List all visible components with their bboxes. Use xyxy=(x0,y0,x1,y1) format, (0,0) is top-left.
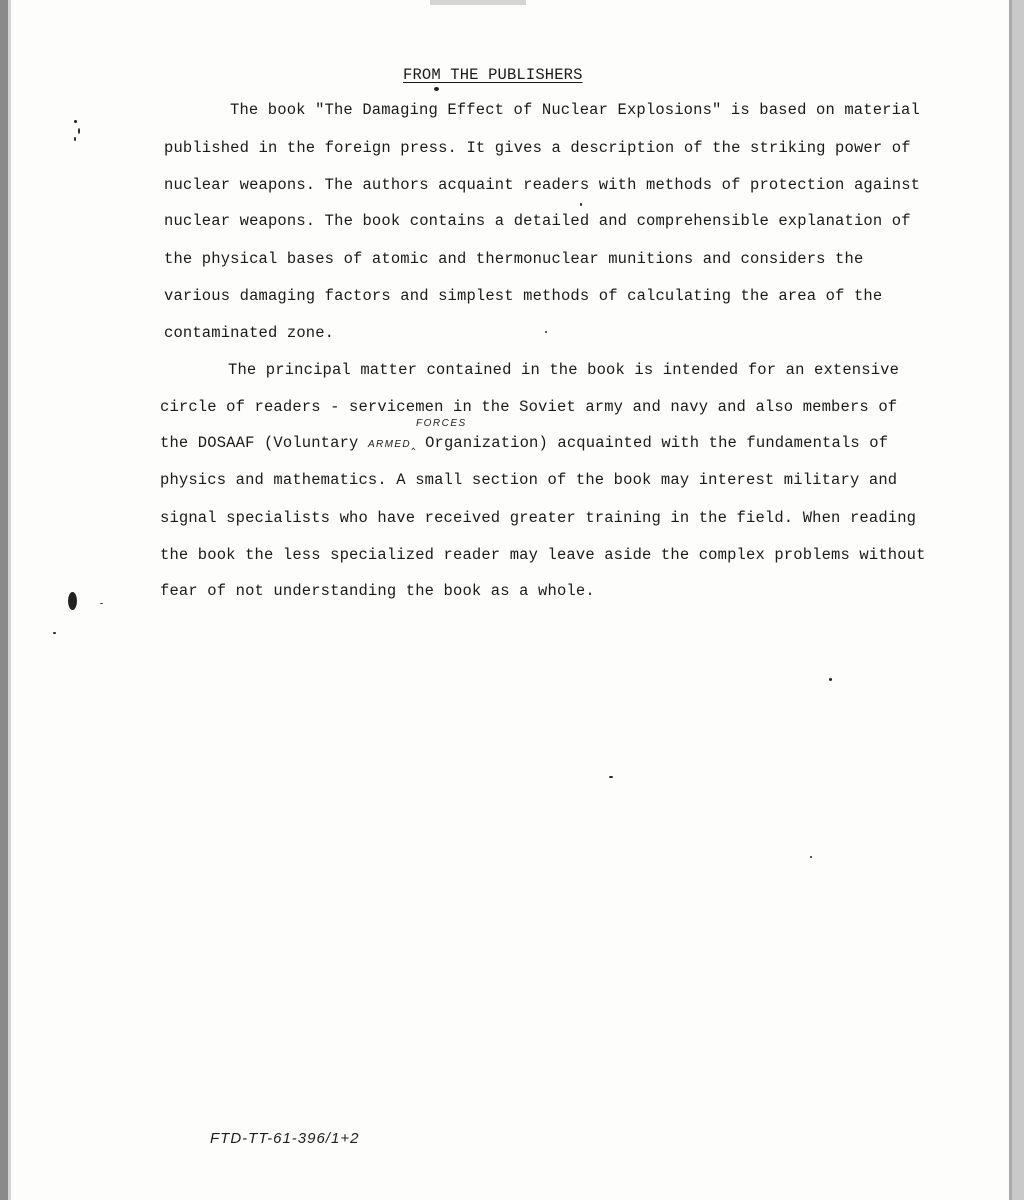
scan-edge-right-inner xyxy=(1009,0,1012,1200)
scan-speck xyxy=(545,331,547,333)
line-text-before: the DOSAAF (Voluntary xyxy=(160,434,368,452)
scan-speck xyxy=(609,776,613,778)
scan-speck xyxy=(74,120,77,123)
paragraph1-line: The book "The Damaging Effect of Nuclear Explosions" is based on material xyxy=(230,101,920,119)
ink-blot xyxy=(68,592,77,610)
scan-speck xyxy=(829,678,832,681)
paragraph1-line: nuclear weapons. The book contains a detailed and comprehensible explanation of xyxy=(164,212,911,230)
line-text-after: Organization) acquainted with the fundamentals of xyxy=(415,434,889,452)
paragraph1-line: the physical bases of atomic and thermonuclear munitions and considers the xyxy=(164,250,864,268)
scan-speck xyxy=(810,856,812,858)
paragraph2-line-with-insertion xyxy=(160,434,888,452)
scan-edge-left-inner xyxy=(8,0,11,1200)
paragraph1-line: contaminated zone. xyxy=(164,324,335,342)
scan-speck xyxy=(580,203,582,206)
paragraph2-line: circle of readers - servicemen in the Soviet army and navy and also members of xyxy=(160,398,898,416)
scan-edge-left xyxy=(0,0,8,1200)
document-id: FTD-TT-61-396/1+2 xyxy=(210,1130,360,1147)
scan-speck xyxy=(100,603,103,604)
paragraph2-line: signal specialists who have received greater training in the field. When reading xyxy=(160,509,917,527)
paragraph1-line: nuclear weapons. The authors acquaint readers with methods of protection against xyxy=(164,176,921,194)
top-smudge xyxy=(430,0,526,5)
paragraph1-line: published in the foreign press. It gives a description of the striking power of xyxy=(164,139,911,157)
page-title: FROM THE PUBLISHERS xyxy=(403,66,583,84)
paragraph2-line: the book the less specialized reader may leave aside the complex problems without xyxy=(160,546,926,564)
handwritten-forces: FORCES xyxy=(416,418,467,429)
paragraph2-line: The principal matter contained in the book is intended for an extensive xyxy=(228,361,900,379)
scan-speck xyxy=(74,137,76,141)
scan-edge-right xyxy=(1012,0,1024,1200)
caret-mark: ‸ xyxy=(411,435,416,450)
scan-speck xyxy=(434,87,439,91)
scan-speck xyxy=(53,632,56,634)
paragraph1-line: various damaging factors and simplest methods of calculating the area of the xyxy=(164,287,883,305)
handwritten-armed: ARMED xyxy=(367,439,412,450)
scan-speck xyxy=(78,128,80,134)
paragraph2-line: physics and mathematics. A small section of the book may interest military and xyxy=(160,471,898,489)
paragraph2-line: fear of not understanding the book as a whole. xyxy=(160,582,595,600)
